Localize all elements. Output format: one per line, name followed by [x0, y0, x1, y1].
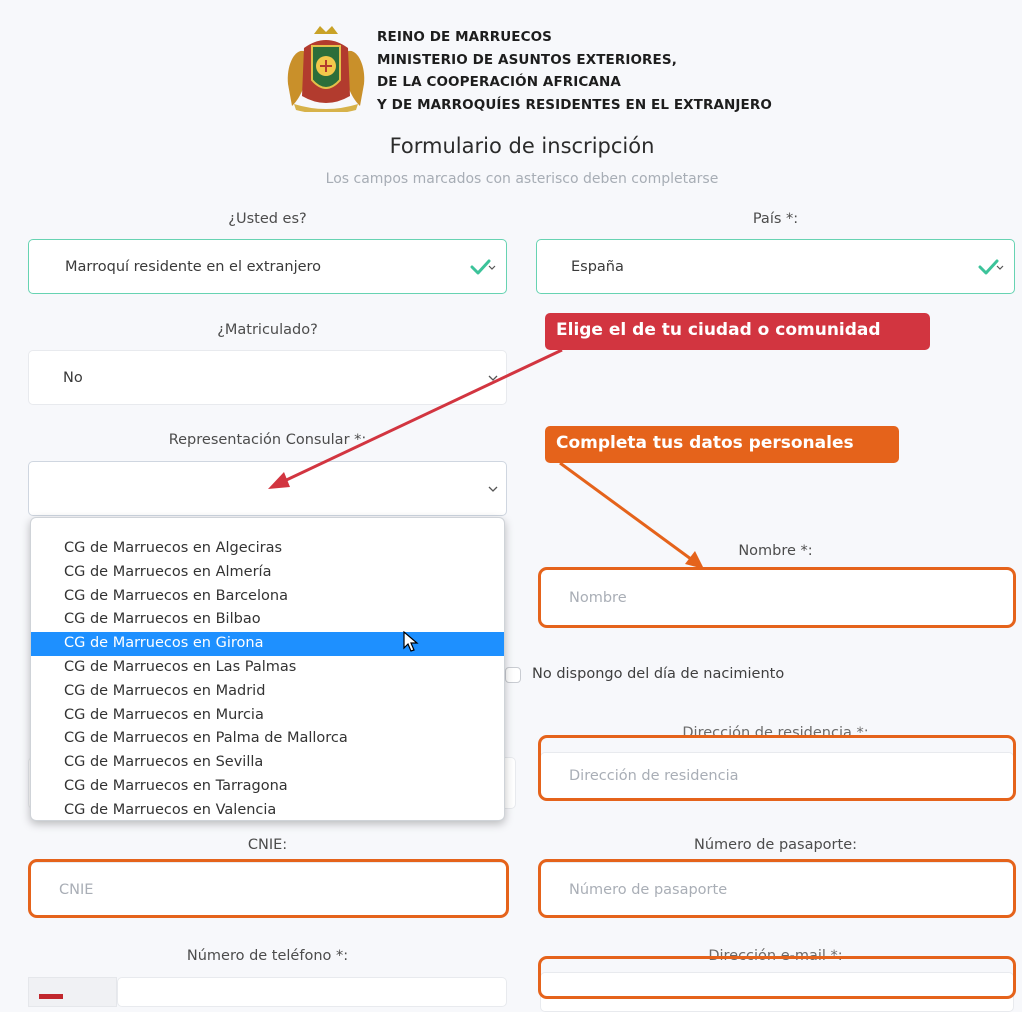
dropdown-option[interactable]: CG de Marruecos en Madrid	[64, 682, 266, 699]
red-arrow-icon	[268, 350, 562, 489]
usted-es-value: Marroquí residente en el extranjero	[65, 258, 322, 275]
dropdown-option[interactable]: CG de Marruecos en Murcia	[64, 706, 264, 723]
direccion-placeholder: Dirección de residencia	[569, 767, 739, 784]
ministry-line-2: MINISTERIO DE ASUNTOS EXTERIORES,	[377, 51, 677, 68]
pasaporte-label: Número de pasaporte:	[694, 837, 857, 853]
form-subtitle: Los campos marcados con asterisco deben completarse	[325, 171, 719, 187]
dropdown-option-highlighted[interactable]: CG de Marruecos en Girona	[31, 632, 504, 656]
no-dia-nacimiento-label: No dispongo del día de nacimiento	[532, 666, 785, 682]
ministry-line-4: Y DE MARROQUÍES RESIDENTES EN EL EXTRANJERO	[377, 96, 772, 113]
email-label: Dirección e-mail *:	[708, 948, 843, 964]
dropdown-option[interactable]: CG de Marruecos en Tarragona	[64, 777, 288, 794]
matriculado-label: ¿Matriculado?	[217, 322, 318, 338]
matriculado-value: No	[63, 369, 83, 386]
pasaporte-placeholder: Número de pasaporte	[569, 881, 728, 898]
representacion-label: Representación Consular *:	[168, 432, 367, 448]
cnie-label: CNIE:	[247, 837, 288, 853]
dropdown-option[interactable]: CG de Marruecos en Algeciras	[64, 540, 283, 556]
dropdown-option[interactable]: CG de Marruecos en Las Palmas	[64, 658, 297, 675]
ministry-line-1: REINO DE MARRUECOS	[377, 29, 553, 45]
dropdown-option[interactable]: CG de Marruecos en Palma de Mallorca	[64, 730, 348, 747]
form-title: Formulario de inscripción	[389, 134, 655, 158]
dropdown-option[interactable]: CG de Marruecos en Bilbao	[64, 611, 261, 628]
direccion-label: Dirección de residencia *:	[682, 725, 869, 741]
pais-label: País *:	[752, 211, 799, 227]
red-annotation-callout: Elige el de tu ciudad o comunidad	[545, 313, 930, 350]
orange-arrow-icon	[560, 463, 704, 569]
nombre-placeholder: Nombre	[569, 590, 627, 606]
orange-annotation-callout: Completa tus datos personales	[545, 426, 899, 463]
dropdown-option[interactable]: CG de Marruecos en Barcelona	[64, 587, 288, 604]
dropdown-option[interactable]: CG de Marruecos en Almería	[64, 563, 272, 580]
pais-value: España	[571, 258, 624, 275]
nombre-label: Nombre *:	[738, 543, 813, 559]
dropdown-option[interactable]: CG de Marruecos en Sevilla	[64, 754, 264, 771]
cnie-placeholder: CNIE	[59, 881, 94, 898]
ministry-line-3: DE LA COOPERACIÓN AFRICANA	[377, 74, 621, 90]
dropdown-option[interactable]: CG de Marruecos en Valencia	[64, 801, 277, 818]
usted-es-label: ¿Usted es?	[228, 211, 307, 227]
telefono-label: Número de teléfono *:	[186, 948, 349, 964]
